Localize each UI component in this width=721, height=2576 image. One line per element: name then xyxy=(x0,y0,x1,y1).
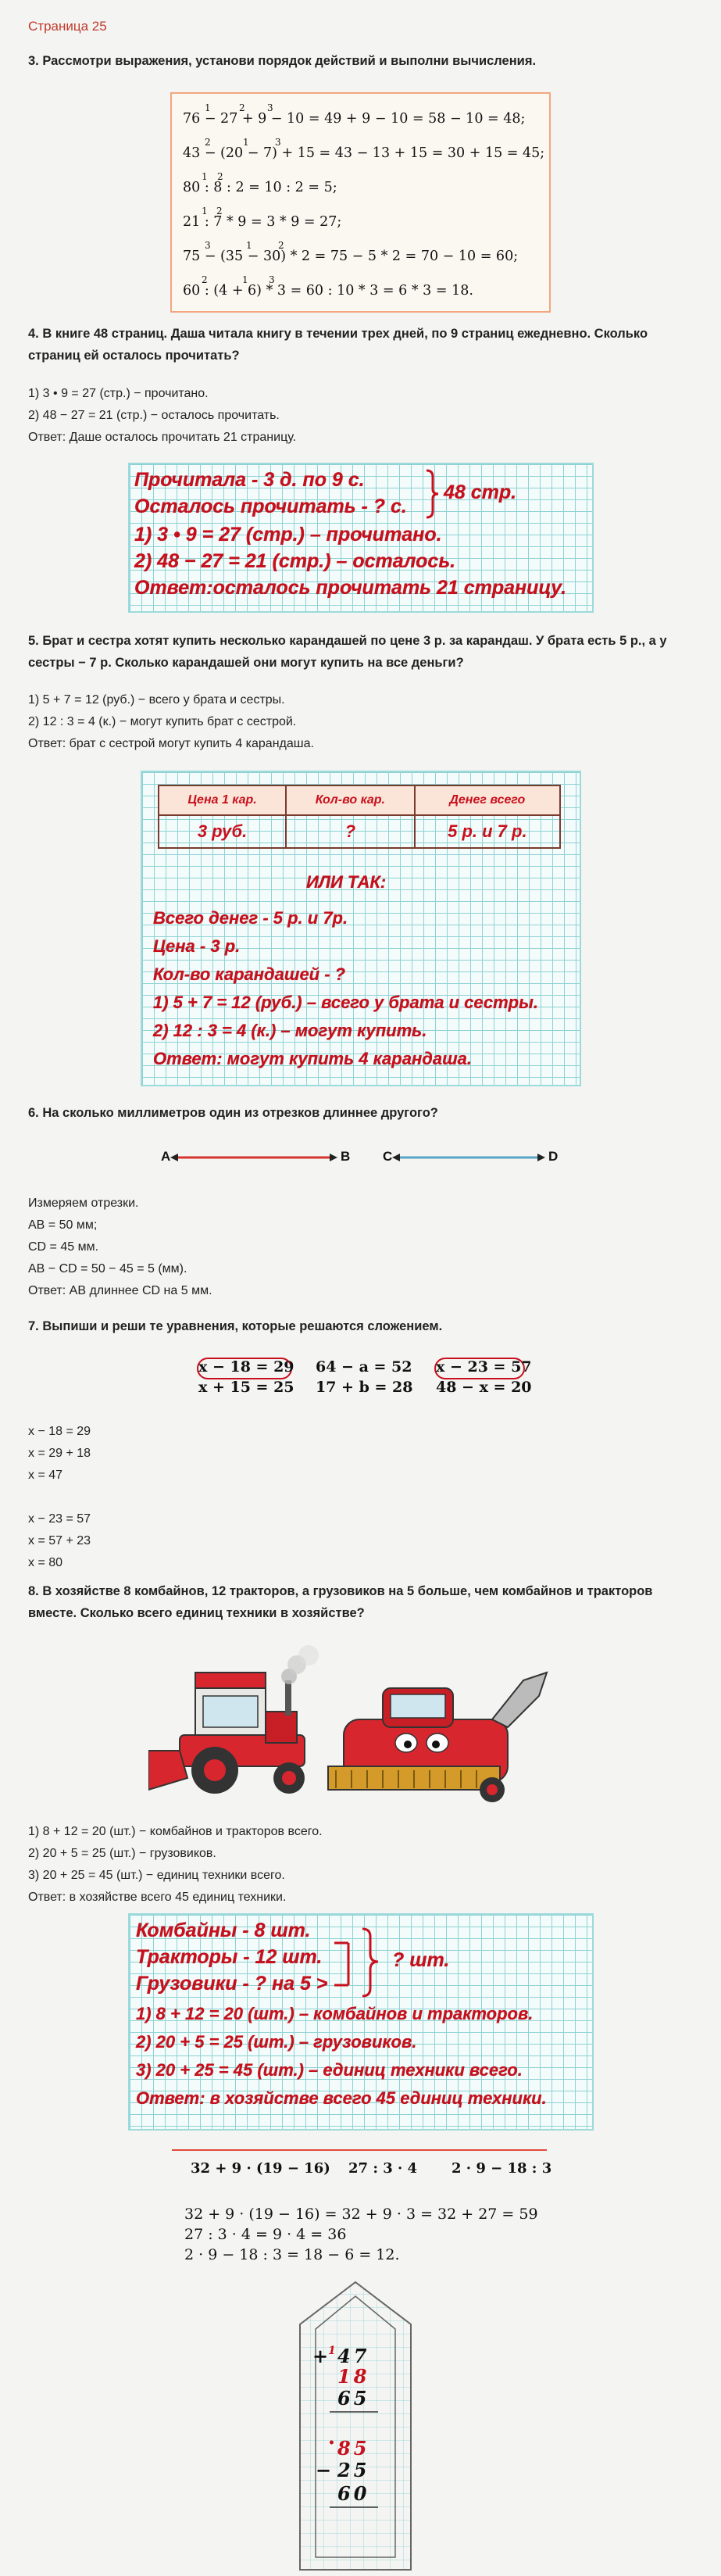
task3-question: 3. Рассмотри выражения, установи порядок действий и выполни вычисления. xyxy=(28,54,537,68)
segment-end-icon xyxy=(330,1154,337,1161)
table-cell: ? xyxy=(286,815,415,848)
card-line: Грузовики - ? на 5 > xyxy=(136,1973,328,1995)
card-line: Кол-во карандашей - ? xyxy=(153,964,346,984)
order-mark: 2 xyxy=(202,274,208,285)
order-marks xyxy=(170,92,548,309)
table-cell: 5 р. и 7 р. xyxy=(415,815,560,848)
solution-line: x = 47 xyxy=(28,1469,63,1482)
order-mark: 2 xyxy=(239,102,245,113)
card-or: ИЛИ ТАК: xyxy=(306,872,387,892)
solution-line: 2) 20 + 5 = 25 (шт.) − грузовиков. xyxy=(28,1847,216,1860)
card-line: 2) 20 + 5 = 25 (шт.) – грузовиков. xyxy=(136,2032,417,2052)
solution-line: 1) 3 • 9 = 27 (стр.) − прочитано. xyxy=(28,387,209,400)
order-mark: 1 xyxy=(202,171,208,182)
solution-line: x − 18 = 29 xyxy=(28,1425,91,1438)
house-number: 47 xyxy=(337,2345,370,2367)
task7-solution xyxy=(28,1421,91,1574)
task6-question: 6. На сколько миллиметров один из отрезков длиннее другого? xyxy=(28,1106,438,1120)
brace-icon xyxy=(423,469,441,519)
task7-question: 7. Выпиши и реши те уравнения, которые решаются сложением. xyxy=(28,1319,443,1333)
equation: x − 18 = 29 xyxy=(198,1358,294,1376)
calculation-line: 2 · 9 − 18 : 3 = 18 − 6 = 12. xyxy=(184,2246,400,2263)
house-number: 85 xyxy=(337,2437,370,2460)
expression: 27 : 3 · 4 xyxy=(348,2160,418,2177)
order-mark: 2 xyxy=(205,137,211,148)
table-header: Кол-во кар. xyxy=(286,785,415,815)
card-line: 2) 48 − 27 = 21 (стр.) – осталось. xyxy=(134,550,456,572)
tractor-combine-illustration xyxy=(148,1633,555,1813)
label-d: D xyxy=(548,1149,559,1164)
task4-card xyxy=(128,463,594,613)
order-mark: 1 xyxy=(246,240,252,251)
expression-line: 60 : (4 + 6) * 3 = 60 : 10 * 3 = 6 * 3 = 18. xyxy=(183,283,473,299)
solution-line: x − 23 = 57 xyxy=(28,1512,91,1526)
task5-solution xyxy=(28,689,314,755)
expression: 32 + 9 · (19 − 16) xyxy=(191,2160,330,2177)
label-c: C xyxy=(383,1149,393,1164)
task6-solution xyxy=(28,1193,212,1302)
table-header: Денег всего xyxy=(415,785,560,815)
card-line: 1) 3 • 9 = 27 (стр.) – прочитано. xyxy=(134,524,442,546)
task8-card xyxy=(128,1913,594,2131)
task5-card xyxy=(141,771,581,1086)
order-mark: 3 xyxy=(269,274,275,285)
order-mark: 2 xyxy=(217,171,223,182)
brace-note: ? шт. xyxy=(392,1949,450,1971)
order-mark: 3 xyxy=(275,137,281,148)
order-mark: 3 xyxy=(267,102,273,113)
task8-question: 8. В хозяйстве 8 комбайнов, 12 тракторов, а грузовиков на 5 больше, чем комбайнов и тракторов вместе. Сколько всего единиц техники в хозяйстве? xyxy=(28,1584,653,1620)
label-b: B xyxy=(341,1149,351,1164)
card-line: Всего денег - 5 р. и 7р. xyxy=(153,908,348,928)
expression-line: 80 : 8 : 2 = 10 : 2 = 5; xyxy=(183,180,337,195)
card-line: 1) 8 + 12 = 20 (шт.) – комбайнов и тракторов. xyxy=(136,2004,534,2023)
solution-line: 1) 8 + 12 = 20 (шт.) − комбайнов и тракторов всего. xyxy=(28,1825,323,1838)
order-mark: 1 xyxy=(202,206,208,216)
solution-line: Ответ: Даше осталось прочитать 21 страницу. xyxy=(28,431,297,444)
order-mark: 3 xyxy=(205,240,211,251)
order-mark: 2 xyxy=(278,240,284,251)
solution-line: 1) 5 + 7 = 12 (руб.) − всего у брата и сестры. xyxy=(28,693,285,707)
solution-line: x = 80 xyxy=(28,1556,63,1569)
calculation-line: 32 + 9 · (19 − 16) = 32 + 9 · 3 = 32 + 27 = 59 xyxy=(184,2206,538,2223)
order-mark: 1 xyxy=(205,102,211,113)
house-sign: + xyxy=(312,2345,329,2367)
card-line: Комбайны - 8 шт. xyxy=(136,1919,311,1941)
house-number: 18 xyxy=(337,2365,370,2388)
card-line: Осталось прочитать - ? с. xyxy=(134,496,407,517)
solution-line: x = 29 + 18 xyxy=(28,1447,91,1460)
equation: x + 15 = 25 xyxy=(198,1379,294,1396)
segments xyxy=(156,1144,562,1171)
equation: 64 − a = 52 xyxy=(316,1358,412,1376)
card-line: 3) 20 + 25 = 45 (шт.) – единиц техники всего. xyxy=(136,2060,523,2080)
expression-line: 43 − (20 − 7) + 15 = 43 − 13 + 15 = 30 + 15 = 45; xyxy=(183,145,545,161)
card-line: Ответ: в хозяйстве всего 45 единиц техники. xyxy=(136,2088,547,2108)
house-number: 65 xyxy=(337,2387,370,2410)
solution-line: 2) 48 − 27 = 21 (стр.) − осталось прочитать. xyxy=(28,409,280,422)
solution-line: Измеряем отрезки. xyxy=(28,1197,139,1210)
card-line: Ответ: могут купить 4 карандаша. xyxy=(153,1049,472,1068)
house-figure xyxy=(297,2281,414,2571)
house-carry: • xyxy=(328,2437,335,2449)
card-line: Цена - 3 р. xyxy=(153,936,241,956)
task4-question: 4. В книге 48 страниц. Даша читала книгу в течении трех дней, по 9 страниц ежедневно. Сколько страниц ей осталось прочитать? xyxy=(28,327,648,363)
segment-end-icon xyxy=(392,1154,400,1161)
card-line: Прочитала - 3 д. по 9 с. xyxy=(134,469,365,491)
task8-solution xyxy=(28,1821,323,1909)
solution-line: AB − CD = 50 − 45 = 5 (мм). xyxy=(28,1262,187,1275)
task5-question: 5. Брат и сестра хотят купить несколько карандашей по цене 3 р. за карандаш. У брата есть 5 р., а у сестры − 7 р. Сколько карандашей они могут купить на все деньги? xyxy=(28,634,667,670)
segment-end-icon xyxy=(170,1154,178,1161)
solution-line: 2) 12 : 3 = 4 (к.) − могут купить брат с сестрой. xyxy=(28,715,297,728)
house-sign: − xyxy=(316,2459,332,2481)
card-line: 2) 12 : 3 = 4 (к.) – могут купить. xyxy=(153,1021,427,1040)
task4-solution xyxy=(28,383,296,449)
house-number: 25 xyxy=(337,2459,370,2481)
label-a: A xyxy=(161,1149,171,1164)
segment-end-icon xyxy=(537,1154,545,1161)
order-mark: 1 xyxy=(243,137,249,148)
task5-table xyxy=(158,785,561,849)
expression-line: 75 − (35 − 30) * 2 = 75 − 5 * 2 = 70 − 10 = 60; xyxy=(183,249,519,264)
expression: 2 · 9 − 18 : 3 xyxy=(452,2160,552,2177)
equation: x − 23 = 57 xyxy=(436,1358,532,1376)
solution-line: 3) 20 + 25 = 45 (шт.) − единиц техники всего. xyxy=(28,1869,285,1882)
brace-icon xyxy=(334,1927,389,1998)
calculation-line: 27 : 3 · 4 = 9 · 4 = 36 xyxy=(184,2226,347,2243)
expression-line: 21 : 7 * 9 = 3 * 9 = 27; xyxy=(183,214,342,230)
solution-line: CD = 45 мм. xyxy=(28,1240,99,1254)
card-line: Тракторы - 12 шт. xyxy=(136,1946,323,1968)
order-mark: 2 xyxy=(216,206,223,216)
house-carry: 1 xyxy=(328,2345,336,2357)
solution-line: Ответ: брат с сестрой могут купить 4 карандаша. xyxy=(28,737,314,750)
brace-note: 48 стр. xyxy=(444,481,517,503)
equation: 17 + b = 28 xyxy=(316,1379,413,1396)
solution-line: Ответ: AB длиннее CD на 5 мм. xyxy=(28,1284,212,1297)
divider xyxy=(172,2149,547,2151)
expression-line: 76 − 27 + 9 − 10 = 49 + 9 − 10 = 58 − 10 = 48; xyxy=(183,111,526,127)
equation: 48 − x = 20 xyxy=(436,1379,532,1396)
card-line: Ответ:осталось прочитать 21 страницу. xyxy=(134,577,567,599)
tractor-icon xyxy=(148,1645,319,1794)
solution-line: AB = 50 мм; xyxy=(28,1218,98,1232)
house-number: 60 xyxy=(337,2482,370,2505)
combine-icon xyxy=(328,1673,547,1802)
page-title: Страница 25 xyxy=(28,19,107,34)
solution-line: x = 57 + 23 xyxy=(28,1534,91,1547)
order-mark: 1 xyxy=(242,274,248,285)
card-line: 1) 5 + 7 = 12 (руб.) – всего у брата и сестры. xyxy=(153,993,539,1012)
solution-line: Ответ: в хозяйстве всего 45 единиц техники. xyxy=(28,1891,287,1904)
table-cell: 3 руб. xyxy=(159,815,286,848)
table-header: Цена 1 кар. xyxy=(159,785,286,815)
